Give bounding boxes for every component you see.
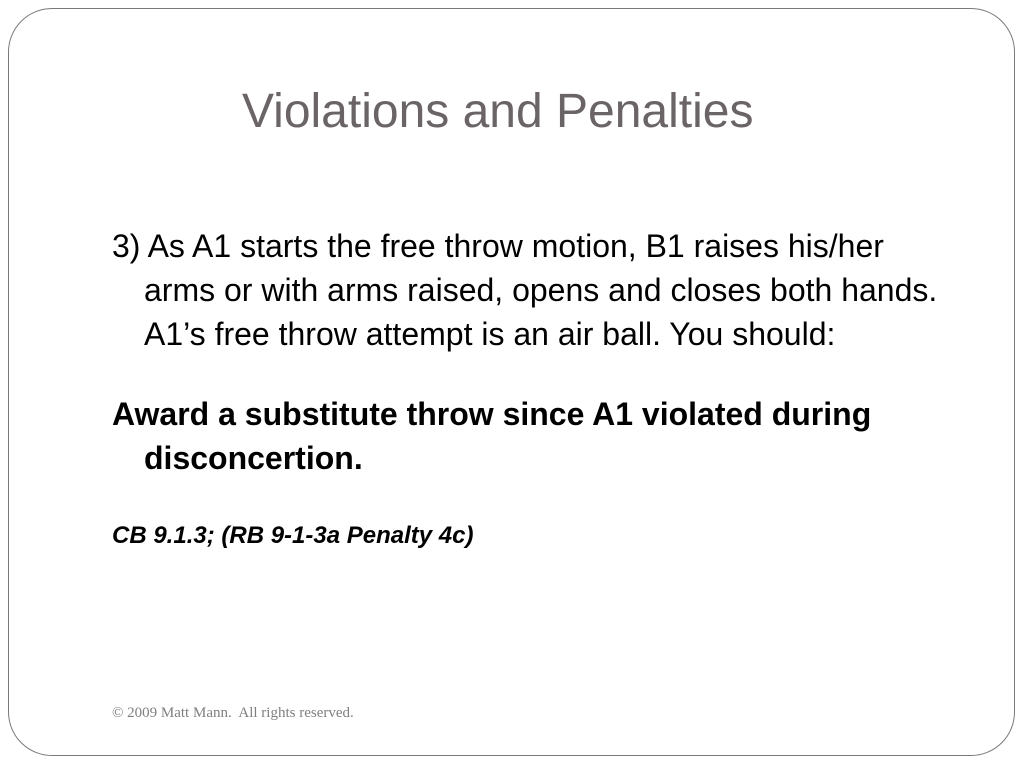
slide-title: Violations and Penalties [242,85,754,138]
copyright-footer: © 2009 Matt Mann. All rights reserved. [112,705,354,721]
slide-body [112,224,952,552]
rule-citation: CB 9.1.3; (RB 9-1-3a Penalty 4c) [112,522,474,549]
answer-text: Award a substitute throw since A1 violated during disconcertion. [112,396,872,476]
question-text: 3) As A1 starts the free throw motion, B1 raises his/her arms or with arms raised, opens and closes both hands. A1’s free throw attempt is an air ball. You should: [112,228,938,352]
